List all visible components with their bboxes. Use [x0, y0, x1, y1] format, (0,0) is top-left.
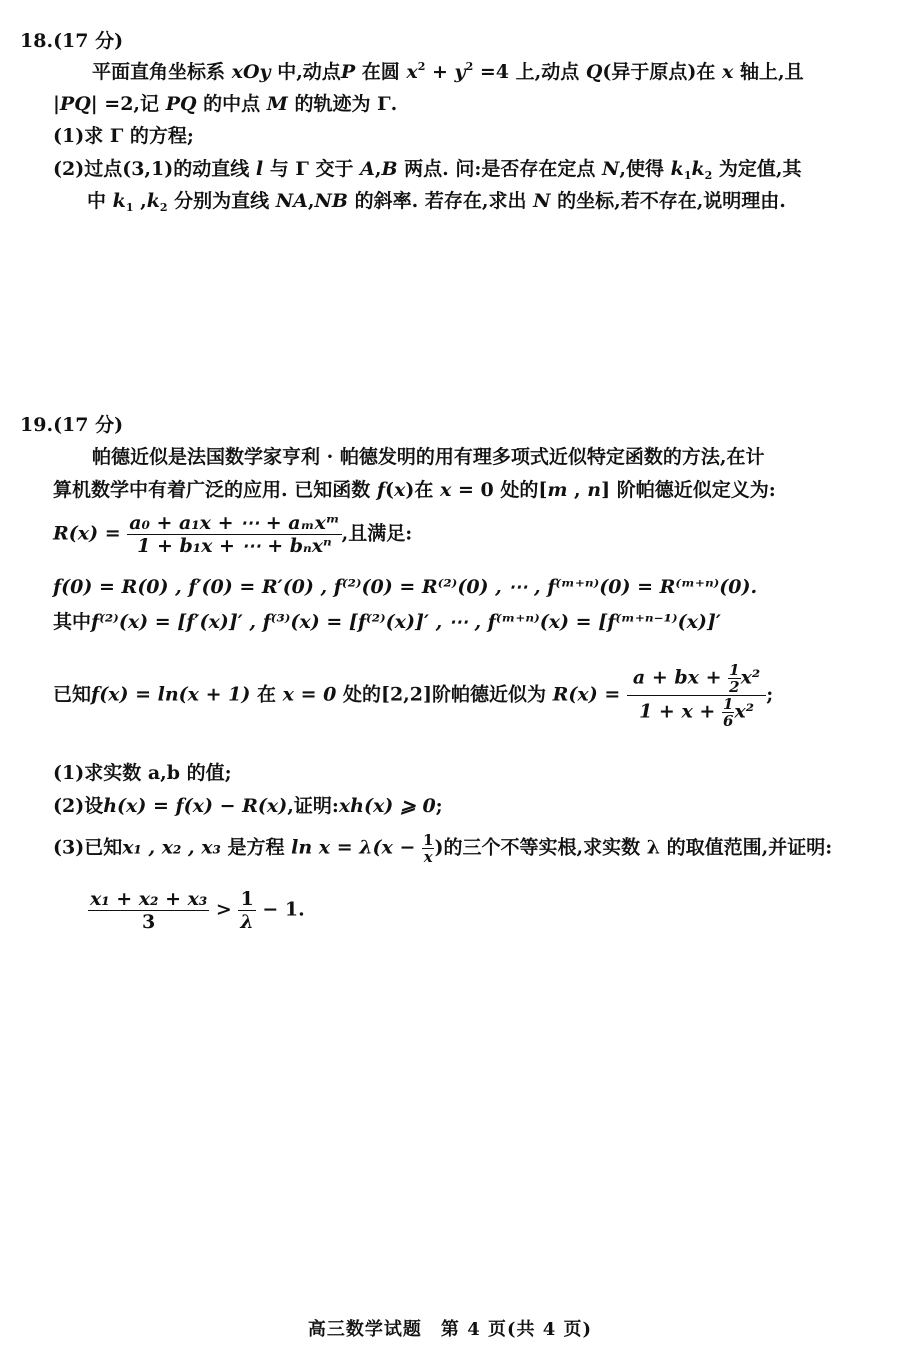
q19-intro-line-1: 帕德近似是法国数学家亨利 · 帕德发明的用有理多项式近似特定函数的方法,在计 — [92, 446, 765, 468]
pade-definition-numerator: a₀ + a₁x + ⋯ + aₘxᵐ — [129, 512, 340, 534]
derivative-conditions: f(0) = R(0) , f′(0) = R′(0) , f⁽²⁾(0) = R⁽²⁾(0) , ⋯ , f⁽ᵐ⁺ⁿ⁾(0) = R⁽ᵐ⁺ⁿ⁾(0). — [53, 576, 758, 598]
given-pade-fraction — [627, 662, 766, 729]
mean-of-roots-fraction: $\frac{\text{x₁ + x₂ + x₃}}{3}$ — [90, 888, 208, 933]
q18-header — [20, 28, 123, 54]
given-pade-approximation: 已知f(x) = ln(x + 1) 在 x = 0 处的[2,2]阶帕德近似为 R(x) = a + bx + $\frac{1}{2}$ x² 1 + x + $\frac{1}{6}$ x² ; — [53, 661, 774, 730]
q18-score: (17 分) — [53, 30, 124, 52]
q19-sub-question-3: (3)已知x₁ , x₂ , x₃ 是方程 ln x = λ(x − $\frac{1}{x}$ )的三个不等实根,求实数 λ 的取值范围,并证明: — [53, 831, 833, 866]
q18-number: 18. — [20, 30, 54, 52]
inequality-to-prove: $\frac{\text{x₁ + x₂ + x₃}}{3}$ > $\frac{1}{\lambda}$ − 1. — [90, 888, 305, 933]
pade-definition-fraction — [127, 512, 341, 557]
q18-sub-question-2-cont: 中 $k_1$ $,k_2$ 分别为直线 NA,NB 的斜率. 若存在,求出 N 的坐标,若不存在,说明理由. — [87, 190, 786, 214]
q18-paragraph-2: |PQ| =2,记 PQ 的中点 M 的轨迹为 Γ. — [53, 93, 398, 115]
q18-paragraph-1: 平面直角坐标系 xOy 中,动点P 在圆 $x^2 + y^2 =4$ 上,动点 Q(异于原点)在 x 轴上,且 — [92, 60, 804, 83]
pade-definition-denominator: 1 + b₁x + ⋯ + bₙxⁿ — [137, 535, 332, 557]
page-footer: 高三数学试题 第 4 页(共 4 页) — [307, 1319, 593, 1340]
q18-sub-question-1: (1)求 Γ 的方程; — [53, 125, 194, 147]
q19-sub-question-1: (1)求实数 a,b 的值; — [53, 762, 232, 784]
one-over-lambda-fraction: $\frac{1}{\lambda}$ — [240, 888, 254, 933]
q19-header — [20, 412, 123, 438]
q18-sub-question-2: (2)过点(3,1)的动直线 l 与 Γ 交于 A,B 两点. 问:是否存在定点 N,使得 $k_1k_2$ 为定值,其 — [53, 158, 802, 182]
one-over-x-fraction: $\frac{1}{x}$ — [423, 831, 434, 866]
q19-score: (17 分) — [53, 414, 124, 436]
q19-intro-line-2: 算机数学中有着广泛的应用. 已知函数 f(x)在 x = 0 处的[m , n] 阶帕德近似定义为: — [53, 479, 776, 501]
q19-sub-question-2: (2)设h(x) = f(x) − R(x),证明:xh(x) ⩾ 0; — [53, 795, 443, 817]
derivative-definitions: 其中f⁽²⁾(x) = [f′(x)]′ , f⁽³⁾(x) = [f⁽²⁾(x)]′ , ⋯ , f⁽ᵐ⁺ⁿ⁾(x) = [f⁽ᵐ⁺ⁿ⁻¹⁾(x)]′ — [53, 611, 721, 633]
given-pade-numerator: a + bx + $\frac{1}{2}$ x² — [627, 662, 766, 696]
given-pade-denominator: 1 + x + $\frac{1}{6}$ x² — [639, 695, 755, 730]
pade-definition: R(x) = $\frac{\text{a₀ + a₁x + ⋯ + aₘxᵐ}}{\text{1 + b₁x + ⋯ + bₙxⁿ}}$ ,且满足: — [53, 512, 413, 557]
q19-number: 19. — [20, 414, 54, 436]
